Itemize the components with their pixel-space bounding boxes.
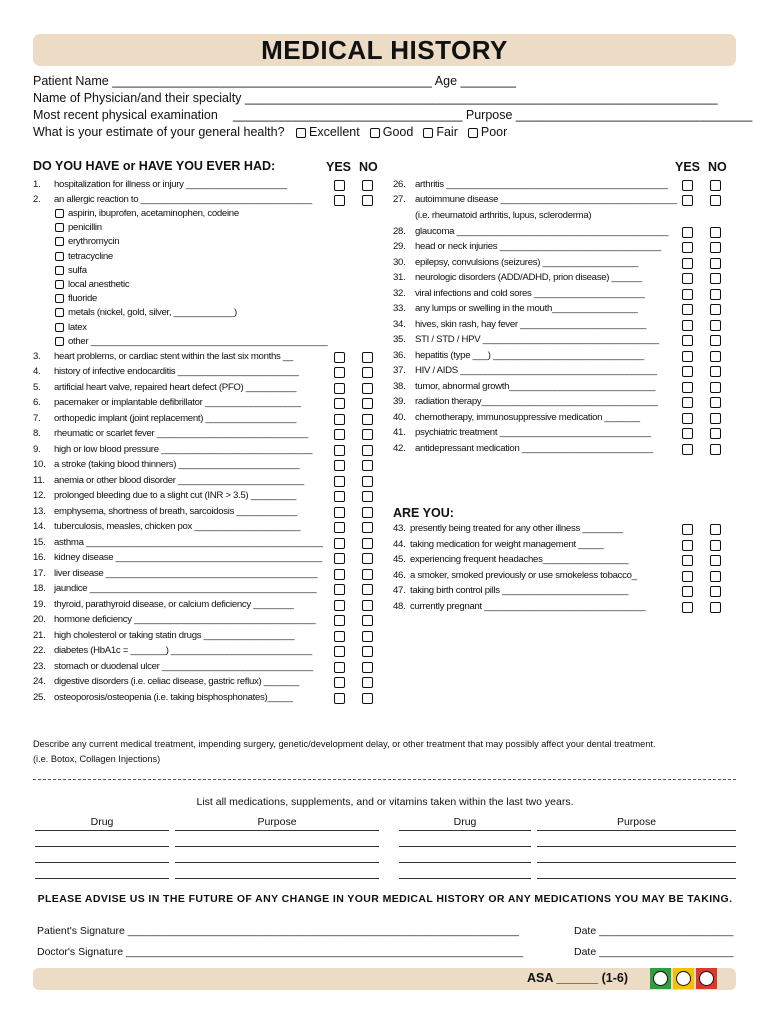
question-number: 38. [393, 381, 406, 392]
question-text: a stroke (taking blood thinners) ________________________ [54, 459, 300, 470]
question-text: high or low blood pressure ______________________________ [54, 444, 313, 455]
question-text: prolonged bleeding due to a slight cut (INR > 3.5) _________ [54, 490, 297, 501]
no-checkbox[interactable] [710, 524, 721, 535]
allergy-label: erythromycin [68, 236, 120, 248]
question-text: artificial heart valve, repaired heart defect (PFO) __________ [54, 382, 297, 393]
question-text: epilepsy, convulsions (seizures) ___________________ [415, 257, 639, 268]
health-option-fair[interactable] [423, 125, 458, 139]
allergy-option[interactable] [55, 336, 327, 347]
exam-label: Most recent physical examination [33, 108, 218, 122]
question-number: 21. [33, 630, 46, 641]
medication-entry-line[interactable] [35, 878, 169, 879]
checkbox-icon [296, 128, 306, 138]
allergy-label: latex [68, 321, 87, 333]
yes-checkbox[interactable] [334, 538, 345, 549]
section-have-had-title: DO YOU HAVE or HAVE YOU EVER HAD: [33, 159, 276, 173]
health-option-label: Good [382, 125, 414, 139]
treatment-example: (i.e. Botox, Collagen Injections) [33, 754, 161, 764]
no-checkbox[interactable] [362, 553, 373, 564]
yes-checkbox[interactable] [682, 428, 693, 439]
question-number: 2. [33, 194, 41, 205]
yes-checkbox[interactable] [682, 571, 693, 582]
question-text: rheumatic or scarlet fever ______________________________ [54, 428, 308, 439]
yes-checkbox[interactable] [682, 242, 693, 253]
treatment-description: Describe any current medical treatment, impending surgery, genetic/development delay, or other treatment that may possibly affect your dental treatment. [33, 739, 656, 749]
yes-checkbox[interactable] [682, 366, 693, 377]
yes-checkbox[interactable] [682, 382, 693, 393]
allergy-label: sulfa [68, 264, 87, 276]
yes-checkbox[interactable] [682, 258, 693, 269]
yes-checkbox[interactable] [682, 540, 693, 551]
yes-checkbox[interactable] [334, 352, 345, 363]
general-health-row [33, 125, 507, 139]
yes-checkbox[interactable] [334, 445, 345, 456]
no-checkbox[interactable] [710, 242, 721, 253]
yes-checkbox[interactable] [682, 320, 693, 331]
allergy-label: other _______________________________________________ [68, 335, 328, 347]
no-checkbox[interactable] [710, 413, 721, 424]
checkbox-icon [423, 128, 433, 138]
yes-checkbox[interactable] [334, 476, 345, 487]
no-checkbox[interactable] [362, 398, 373, 409]
question-number: 3. [33, 351, 41, 362]
question-text: orthopedic implant (joint replacement) __________________ [54, 413, 297, 424]
allergy-option[interactable] [55, 293, 97, 304]
question-number: 15. [33, 537, 46, 548]
allergy-label: fluoride [68, 293, 98, 305]
question-number: 6. [33, 397, 41, 408]
question-number: 25. [33, 692, 46, 703]
no-checkbox[interactable] [710, 289, 721, 300]
yes-checkbox[interactable] [334, 600, 345, 611]
checkbox-icon [55, 209, 64, 218]
yes-checkbox[interactable] [334, 460, 345, 471]
question-number: 30. [393, 257, 406, 268]
yes-checkbox[interactable] [334, 569, 345, 580]
medication-entry-line[interactable] [175, 846, 379, 847]
question-number: 40. [393, 412, 406, 423]
question-text: experiencing frequent headaches_________________ [410, 554, 629, 565]
no-checkbox[interactable] [710, 571, 721, 582]
question-number: 34. [393, 319, 406, 330]
no-checkbox[interactable] [362, 646, 373, 657]
allergy-option[interactable] [55, 279, 129, 290]
question-text: liver disease __________________________________________ [54, 568, 318, 579]
question-number: 18. [33, 583, 46, 594]
treatment-answer-line[interactable] [33, 779, 736, 780]
yes-checkbox[interactable] [334, 662, 345, 673]
no-checkbox[interactable] [710, 586, 721, 597]
question-text: glaucoma __________________________________________ [415, 226, 669, 237]
allergy-label: local anesthetic [68, 279, 130, 290]
question-number: 32. [393, 288, 406, 299]
question-number: 37. [393, 365, 406, 376]
yes-checkbox[interactable] [682, 555, 693, 566]
question-text: hormone deficiency ____________________________________ [54, 614, 316, 625]
question-number: 29. [393, 241, 406, 252]
no-checkbox[interactable] [362, 429, 373, 440]
checkbox-icon [55, 252, 64, 261]
yes-checkbox[interactable] [334, 631, 345, 642]
medication-entry-line[interactable] [175, 830, 379, 831]
question-number: 31. [393, 272, 406, 283]
medication-entry-line[interactable] [175, 862, 379, 863]
checkbox-icon [55, 337, 64, 346]
question-text: high cholesterol or taking statin drugs __________________ [54, 630, 295, 641]
no-checkbox[interactable] [362, 677, 373, 688]
yes-checkbox[interactable] [334, 646, 345, 657]
yes-checkbox[interactable] [682, 444, 693, 455]
question-number: 20. [33, 614, 46, 625]
question-text: neurologic disorders (ADD/ADHD, prion disease) ______ [415, 272, 642, 283]
yes-checkbox[interactable] [334, 522, 345, 533]
question-text: anemia or other blood disorder _________________________ [54, 475, 304, 486]
no-header-right: NO [708, 160, 727, 174]
yes-checkbox[interactable] [334, 553, 345, 564]
yes-checkbox[interactable] [334, 584, 345, 595]
allergy-label: tetracycline [68, 250, 113, 262]
question-text: tuberculosis, measles, chicken pox _____________________ [54, 521, 301, 532]
yes-checkbox[interactable] [682, 335, 693, 346]
no-checkbox[interactable] [710, 273, 721, 284]
no-checkbox[interactable] [362, 352, 373, 363]
checkbox-icon [370, 128, 380, 138]
checkbox-icon [468, 128, 478, 138]
no-checkbox[interactable] [710, 304, 721, 315]
yes-header-right: YES [675, 160, 701, 174]
no-checkbox[interactable] [710, 335, 721, 346]
yes-checkbox[interactable] [682, 180, 693, 191]
yes-checkbox[interactable] [682, 524, 693, 535]
yes-checkbox[interactable] [682, 397, 693, 408]
question-number: 42. [393, 443, 406, 454]
question-text: thyroid, parathyroid disease, or calcium deficiency ________ [54, 599, 294, 610]
no-checkbox[interactable] [710, 366, 721, 377]
question-text: emphysema, shortness of breath, sarcoidosis ____________ [54, 506, 297, 517]
exam-blank[interactable]: _________________________________ Purpose __________________________________ [233, 108, 753, 122]
question-text: HIV / AIDS _______________________________________ [415, 365, 657, 376]
no-checkbox[interactable] [710, 555, 721, 566]
checkbox-icon [55, 280, 64, 289]
title-bar [33, 34, 736, 66]
no-checkbox[interactable] [710, 397, 721, 408]
question-number: 41. [393, 427, 406, 438]
circle-icon [699, 971, 714, 986]
question-number: 35. [393, 334, 406, 345]
no-checkbox[interactable] [362, 460, 373, 471]
question-text: STI / STD / HPV ___________________________________ [415, 334, 659, 345]
question-text: chemotherapy, immunosuppressive medication _______ [415, 412, 640, 423]
question-text: osteoporosis/osteopenia (i.e. taking bisphosphonates)_____ [54, 692, 293, 703]
doctor-date-field[interactable]: Date _______________________ [574, 946, 734, 958]
yes-header-left: YES [326, 160, 352, 174]
advise-notice: PLEASE ADVISE US IN THE FUTURE OF ANY CHANGE IN YOUR MEDICAL HISTORY OR ANY MEDICATIONS YOU MAY BE TAKING. [37, 893, 733, 905]
yes-checkbox[interactable] [334, 414, 345, 425]
medication-entry-line[interactable] [399, 846, 531, 847]
allergy-option[interactable] [55, 208, 239, 219]
question-text: a smoker, smoked previously or use smokeless tobacco_ [410, 570, 637, 581]
checkbox-icon [55, 323, 64, 332]
yes-checkbox[interactable] [682, 227, 693, 238]
allergy-option[interactable] [55, 251, 113, 262]
yes-checkbox[interactable] [682, 289, 693, 300]
no-checkbox[interactable] [362, 584, 373, 595]
drug-header-left: Drug [90, 816, 114, 828]
question-text: autoimmune disease ___________________________________ [415, 194, 677, 205]
question-number: 5. [33, 382, 41, 393]
question-text: kidney disease _________________________________________ [54, 552, 323, 563]
no-checkbox[interactable] [710, 444, 721, 455]
yes-checkbox[interactable] [682, 195, 693, 206]
patient-name-field[interactable]: Patient Name ______________________________________________ Age ________ [33, 74, 517, 88]
yes-checkbox[interactable] [682, 586, 693, 597]
page-title: MEDICAL HISTORY [261, 35, 508, 65]
question-number: 24. [33, 676, 46, 687]
yes-checkbox[interactable] [682, 413, 693, 424]
question-number: 7. [33, 413, 41, 424]
health-option-label: Fair [436, 125, 458, 139]
medication-entry-line[interactable] [537, 878, 736, 879]
yes-checkbox[interactable] [682, 351, 693, 362]
question-number: 8. [33, 428, 41, 439]
no-checkbox[interactable] [362, 383, 373, 394]
no-checkbox[interactable] [362, 538, 373, 549]
allergy-option[interactable] [55, 222, 102, 233]
question-number: 47. [393, 585, 406, 596]
question-text: asthma _______________________________________________ [54, 537, 323, 548]
footer-bar [33, 968, 736, 990]
no-checkbox[interactable] [362, 631, 373, 642]
no-checkbox[interactable] [362, 693, 373, 704]
no-checkbox[interactable] [710, 602, 721, 613]
medication-entry-line[interactable] [537, 862, 736, 863]
patient-signature-field[interactable]: Patient's Signature ___________________________________________________________________ [37, 925, 519, 937]
no-checkbox[interactable] [362, 522, 373, 533]
no-checkbox[interactable] [710, 180, 721, 191]
no-checkbox[interactable] [362, 491, 373, 502]
yes-checkbox[interactable] [334, 383, 345, 394]
yes-checkbox[interactable] [682, 602, 693, 613]
question-number: 27. [393, 194, 406, 205]
medication-entry-line[interactable] [399, 830, 531, 831]
question-text: stomach or duodenal ulcer ______________________________ [54, 661, 313, 672]
purpose-header-left: Purpose [257, 816, 297, 828]
yes-checkbox[interactable] [334, 507, 345, 518]
health-option-label: Excellent [309, 125, 360, 139]
question-text: taking birth control pills _________________________ [410, 585, 629, 596]
medication-entry-line[interactable] [537, 846, 736, 847]
allergy-label: aspirin, ibuprofen, acetaminophen, codeine [68, 208, 239, 219]
question-text: arthritis ____________________________________________ [415, 179, 668, 190]
question-number: 43. [393, 523, 406, 534]
no-checkbox[interactable] [362, 600, 373, 611]
question-text: tumor, abnormal growth_____________________________ [415, 381, 656, 392]
doctor-signature-field[interactable]: Doctor's Signature ____________________________________________________________________ [37, 946, 524, 958]
question-text: viral infections and cold sores ______________________ [415, 288, 645, 299]
yes-checkbox[interactable] [334, 398, 345, 409]
yes-checkbox[interactable] [334, 615, 345, 626]
no-header-left: NO [359, 160, 378, 174]
general-health-question: What is your estimate of your general health? [33, 125, 285, 139]
no-checkbox[interactable] [362, 569, 373, 580]
medication-entry-line[interactable] [399, 878, 531, 879]
medication-entry-line[interactable] [175, 878, 379, 879]
question-number: 13. [33, 506, 46, 517]
asa-field[interactable]: ASA ______ (1-6) [527, 971, 628, 985]
no-checkbox[interactable] [362, 367, 373, 378]
question-text: antidepressant medication __________________________ [415, 443, 653, 454]
green-light-icon[interactable] [650, 968, 671, 989]
question-text: hospitalization for illness or injury ____________________ [54, 179, 287, 190]
question-number: 22. [33, 645, 46, 656]
question-text: psychiatric treatment ______________________________ [415, 427, 651, 438]
question-number: 44. [393, 539, 406, 550]
allergy-option[interactable] [55, 322, 87, 333]
medication-entry-line[interactable] [399, 862, 531, 863]
purpose-header-right: Purpose [616, 816, 657, 828]
question-number: 16. [33, 552, 46, 563]
patient-date-field[interactable]: Date _______________________ [574, 925, 734, 937]
question-text: head or neck injuries ________________________________ [415, 241, 661, 252]
no-checkbox[interactable] [710, 227, 721, 238]
section-are-you-title: ARE YOU: [393, 506, 454, 520]
no-checkbox[interactable] [710, 351, 721, 362]
no-checkbox[interactable] [362, 507, 373, 518]
question-number: 23. [33, 661, 46, 672]
circle-icon [676, 971, 691, 986]
question-number: 11. [33, 475, 45, 486]
yes-checkbox[interactable] [334, 367, 345, 378]
question-text: an allergic reaction to __________________________________ [54, 194, 312, 205]
checkbox-icon [55, 223, 64, 232]
yes-checkbox[interactable] [334, 677, 345, 688]
no-checkbox[interactable] [362, 195, 373, 206]
allergy-option[interactable] [55, 265, 87, 276]
question-text: radiation therapy___________________________________ [415, 396, 658, 407]
no-checkbox[interactable] [710, 540, 721, 551]
checkbox-icon [55, 237, 64, 246]
yellow-light-icon[interactable] [673, 968, 694, 989]
checkbox-icon [55, 294, 64, 303]
question-number: 39. [393, 396, 406, 407]
yes-checkbox[interactable] [334, 180, 345, 191]
no-checkbox[interactable] [710, 320, 721, 331]
no-checkbox[interactable] [362, 662, 373, 673]
question-number: 17. [33, 568, 46, 579]
no-checkbox[interactable] [710, 428, 721, 439]
physical-exam-row[interactable] [33, 108, 753, 122]
yes-checkbox[interactable] [334, 429, 345, 440]
question-text: presently being treated for any other illness ________ [410, 523, 623, 534]
question-text: heart problems, or cardiac stent within the last six months __ [54, 351, 293, 362]
medication-entry-line[interactable] [35, 846, 169, 847]
question-text: currently pregnant ________________________________ [410, 601, 646, 612]
question-text: taking medication for weight management _____ [410, 539, 604, 550]
health-option-label: Poor [480, 125, 508, 139]
question-number: 19. [33, 599, 46, 610]
question-text: history of infective endocarditis ________________________ [54, 366, 299, 377]
medications-title: List all medications, supplements, and or vitamins taken within the last two years. [196, 796, 574, 808]
question-text: any lumps or swelling in the mouth_________________ [415, 303, 638, 314]
question-number: 28. [393, 226, 406, 237]
allergy-label: metals (nickel, gold, silver, ____________) [68, 307, 237, 319]
no-checkbox[interactable] [362, 476, 373, 487]
question-number: 33. [393, 303, 406, 314]
physician-field[interactable]: Name of Physician/and their specialty ____________________________________________________________________ [33, 91, 718, 105]
question-number: 48. [393, 601, 406, 612]
question-number: 46. [393, 570, 406, 581]
no-checkbox[interactable] [362, 414, 373, 425]
health-option-good[interactable] [370, 125, 414, 139]
question-number: 9. [33, 444, 41, 455]
question-text: pacemaker or implantable defibrillator ___________________ [54, 397, 301, 408]
yes-checkbox[interactable] [682, 304, 693, 315]
question-number: 12. [33, 490, 46, 501]
yes-checkbox[interactable] [682, 273, 693, 284]
medication-entry-line[interactable] [35, 830, 169, 831]
no-checkbox[interactable] [710, 195, 721, 206]
question-number: 26. [393, 179, 406, 190]
checkbox-icon [55, 308, 64, 317]
yes-checkbox[interactable] [334, 693, 345, 704]
question-number: 4. [33, 366, 41, 377]
medication-entry-line[interactable] [537, 830, 736, 831]
question-text: hepatitis (type ___) ______________________________ [415, 350, 645, 361]
checkbox-icon [55, 266, 64, 275]
question-text: diabetes (HbA1c = _______) ____________________________ [54, 645, 312, 656]
question-text: jaundice _____________________________________________ [54, 583, 317, 594]
no-checkbox[interactable] [362, 615, 373, 626]
health-option-excellent[interactable] [296, 125, 360, 139]
allergy-option[interactable] [55, 307, 237, 318]
question-number: 45. [393, 554, 406, 565]
yes-checkbox[interactable] [334, 195, 345, 206]
question-number: 10. [33, 459, 46, 470]
question-number: 14. [33, 521, 46, 532]
no-checkbox[interactable] [362, 180, 373, 191]
no-checkbox[interactable] [710, 382, 721, 393]
health-option-poor[interactable] [468, 125, 507, 139]
no-checkbox[interactable] [710, 258, 721, 269]
allergy-option[interactable] [55, 236, 119, 247]
no-checkbox[interactable] [362, 445, 373, 456]
medication-entry-line[interactable] [35, 862, 169, 863]
question-text: hives, skin rash, hay fever _________________________ [415, 319, 647, 330]
allergy-label: penicillin [68, 222, 102, 234]
drug-header-right: Drug [453, 816, 477, 828]
circle-icon [653, 971, 668, 986]
question-text: digestive disorders (i.e. celiac disease, gastric reflux) _______ [54, 676, 299, 687]
red-light-icon[interactable] [696, 968, 717, 989]
question-number: 1. [33, 179, 41, 190]
question-text: (i.e. rheumatoid arthritis, lupus, scleroderma) [415, 210, 592, 221]
question-number: 36. [393, 350, 406, 361]
yes-checkbox[interactable] [334, 491, 345, 502]
